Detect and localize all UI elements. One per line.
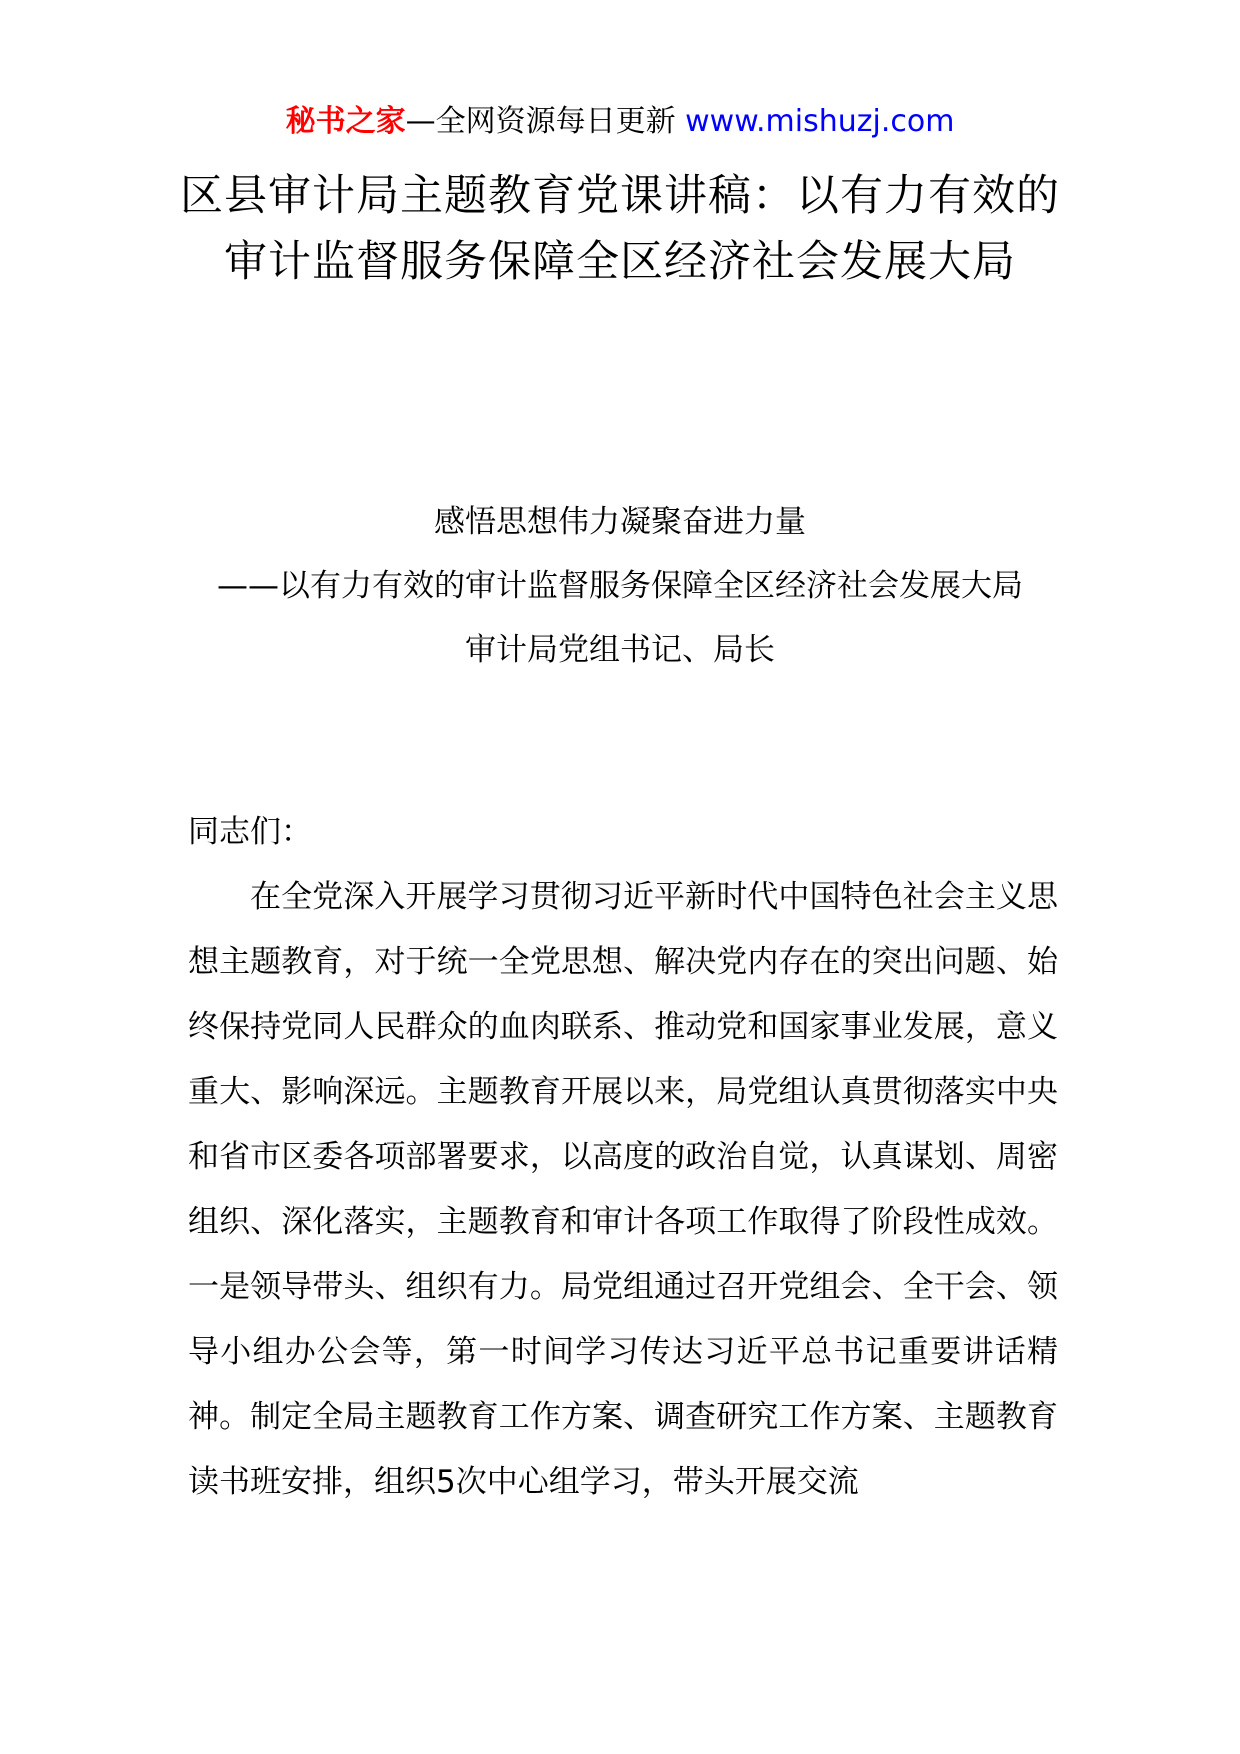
site-tagline: —全网资源每日更新 [405, 104, 676, 139]
document-title: 区县审计局主题教育党课讲稿：以有力有效的审计监督服务保障全区经济社会发展大局 [180, 171, 1060, 287]
speech-author: 审计局党组书记、局长 [465, 632, 775, 668]
site-brand: 秘书之家 [285, 104, 406, 139]
document-body [188, 800, 1058, 1515]
speech-heading [190, 490, 1050, 682]
site-header [0, 102, 1240, 142]
body-paragraph: 在全党深入开展学习贯彻习近平新时代中国特色社会主义思想主题教育，对于统一全党思想、解决党内存在的突出问题、始终保持党同人民群众的血肉联系、推动党和国家事业发展，意义重大、影响深远。主题教育开展以来，局党组认真贯彻落实中央和省市区委各项部署要求，以高度的政治自觉，认真谋划、周密组织、深化落实，主题教育和审计各项工作取得了阶段性成效。一是领导带头、组织有力。局党组通过召开党组会、全干会、领导小组办公会等，第一时间学习传达习近平总书记重要讲话精神。制定全局主题教育工作方案、调查研究工作方案、主题教育读书班安排，组织5次中心组学习，带头开展交流 [188, 879, 1058, 1500]
salutation: 同志们： [188, 814, 312, 850]
speech-subtitle-detail: ——以有力有效的审计监督服务保障全区经济社会发展大局 [217, 568, 1023, 604]
speech-subtitle: 感悟思想伟力凝聚奋进力量 [434, 504, 806, 540]
site-url-link[interactable]: www.mishuzj.com [685, 104, 955, 139]
